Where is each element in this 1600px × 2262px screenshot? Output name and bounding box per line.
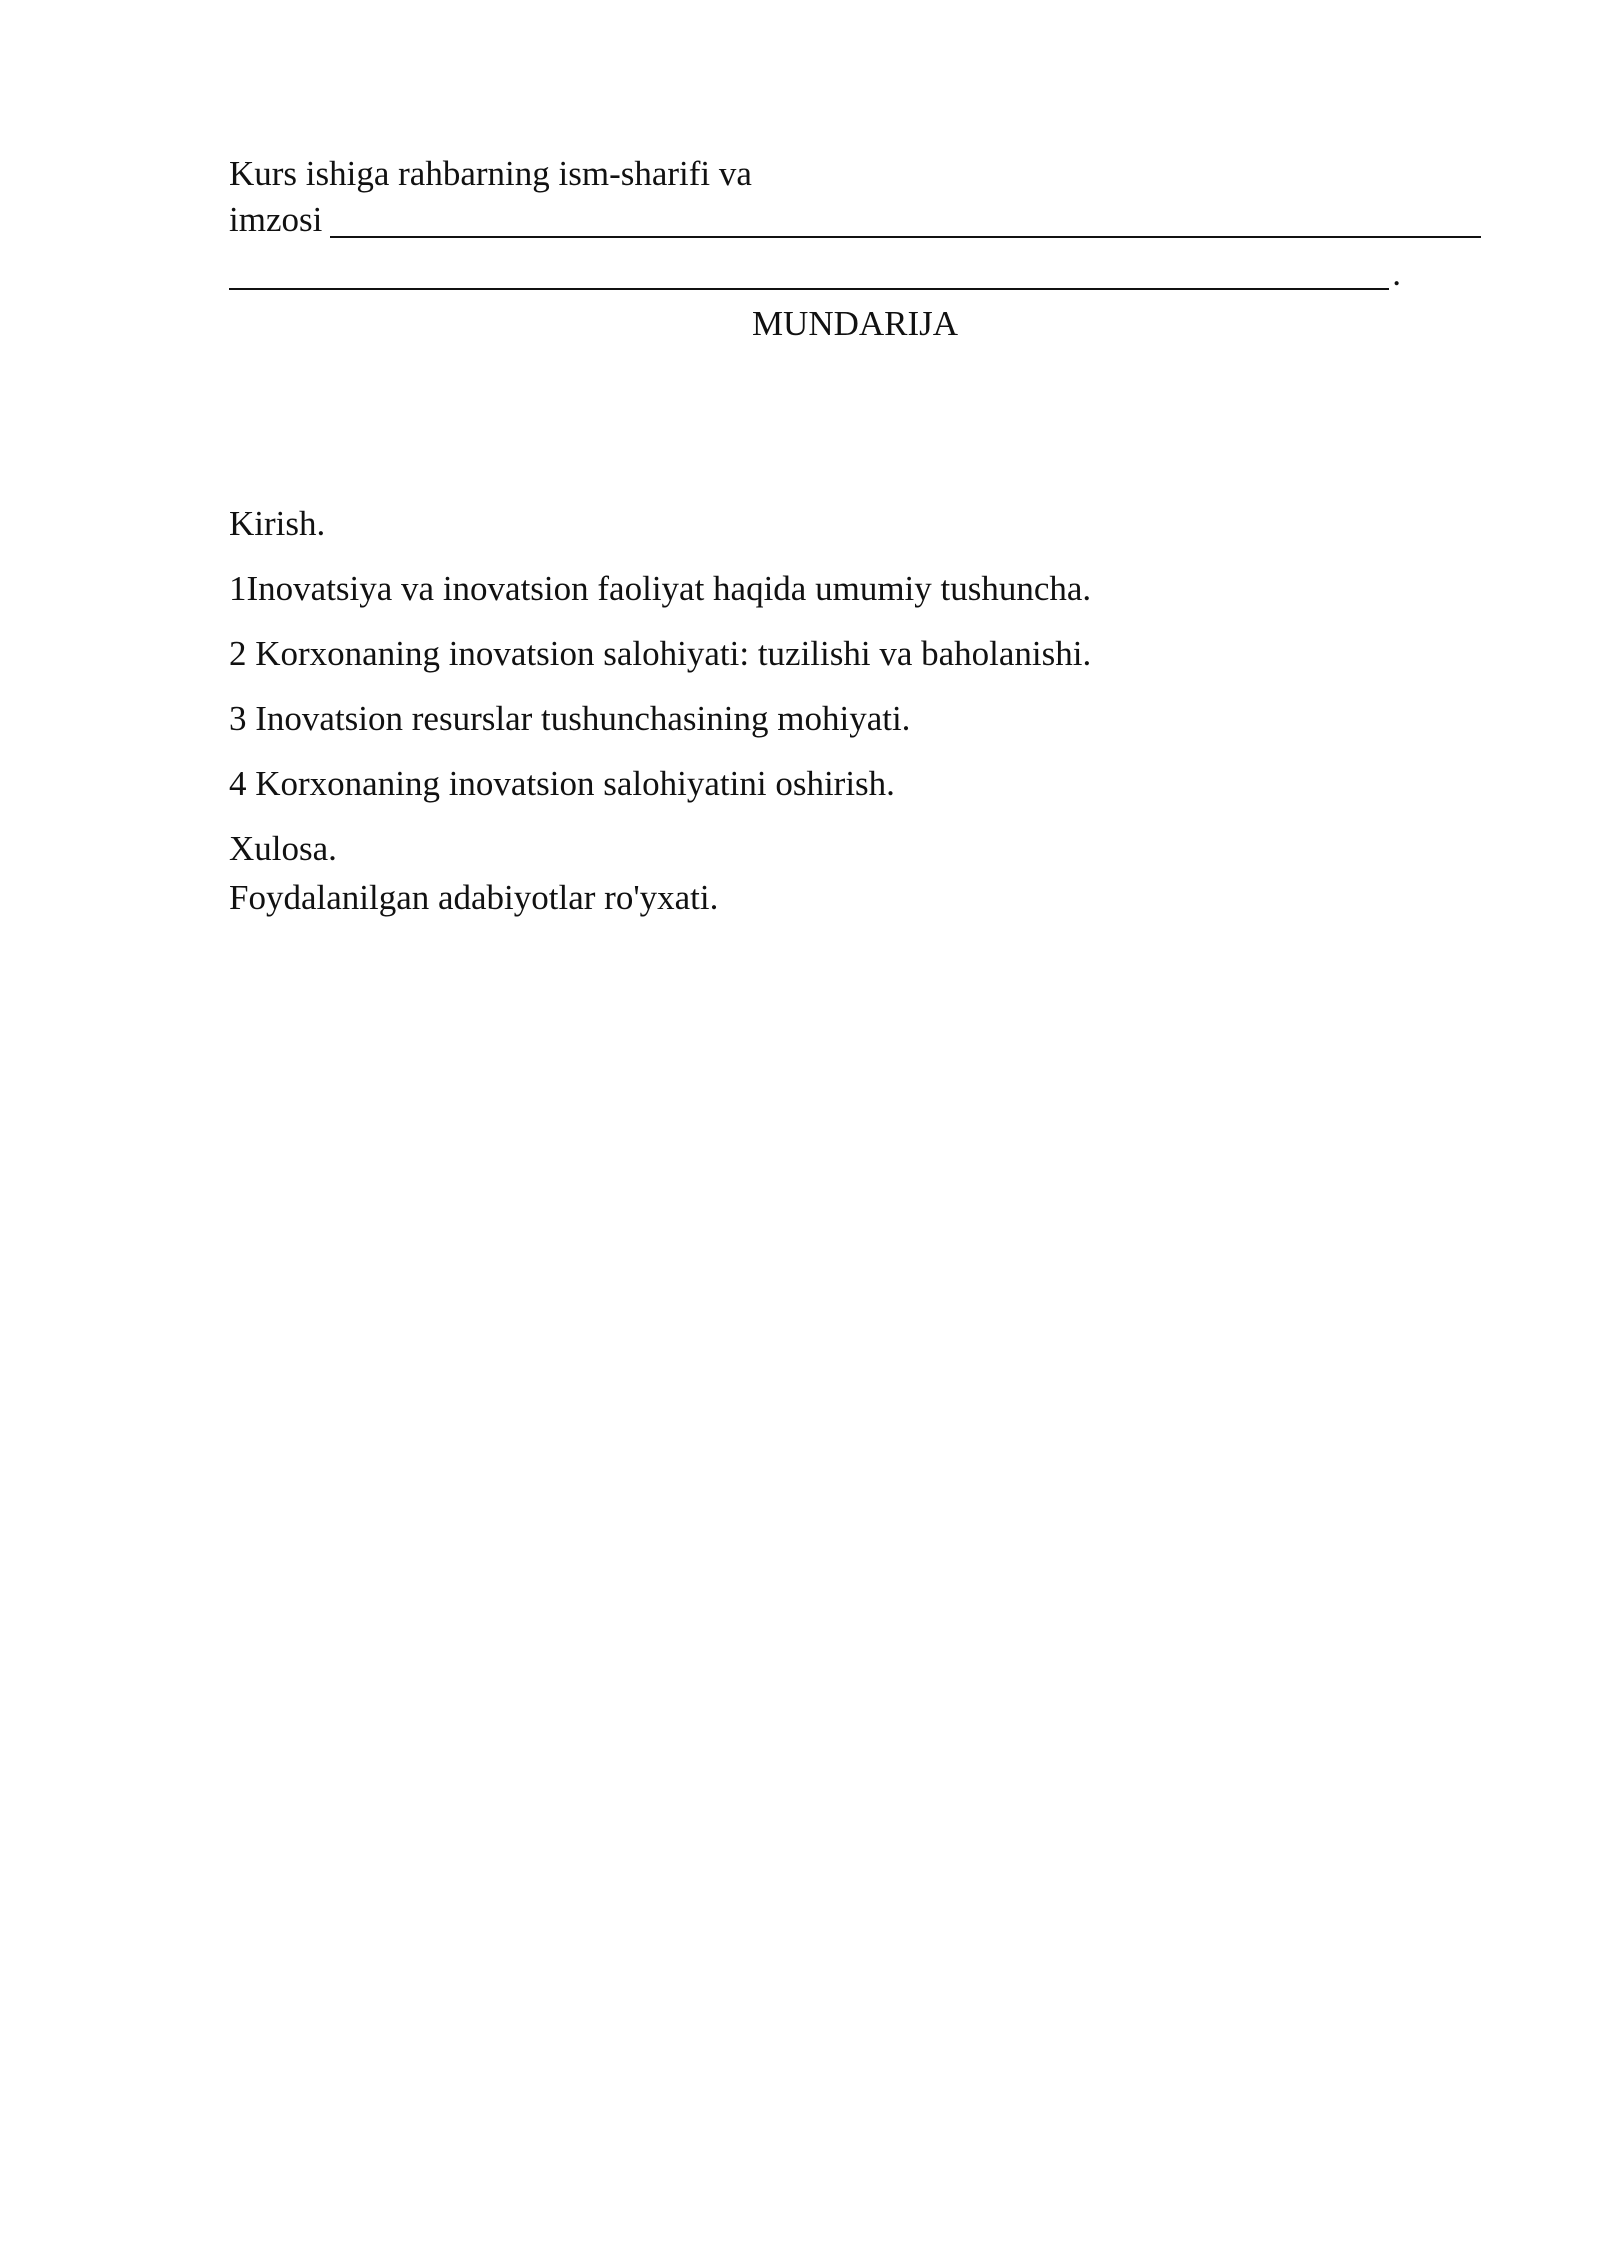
toc-item-chapter-4: 4 Korxonaning inovatsion salohiyatini oshirish. xyxy=(229,764,895,803)
signature-rule xyxy=(229,288,1389,290)
signature-line-2 xyxy=(229,250,1401,296)
toc-item-chapter-1: 1Inovatsiya va inovatsion faoliyat haqida umumiy tushuncha. xyxy=(229,569,1092,608)
page-title: MUNDARIJA xyxy=(751,304,959,343)
supervisor-label: Kurs ishiga rahbarning ism-sharifi va xyxy=(229,154,752,193)
toc-item-chapter-2: 2 Korxonaning inovatsion salohiyati: tuzilishi va baholanishi. xyxy=(229,634,1092,673)
signature-line-1 xyxy=(229,198,1481,244)
toc-item-chapter-3: 3 Inovatsion resurslar tushunchasining mohiyati. xyxy=(229,699,911,738)
signature-rule xyxy=(330,236,1481,238)
signature-end-mark: . xyxy=(1392,254,1401,293)
signature-label: imzosi xyxy=(229,200,323,239)
toc-item-conclusion: Xulosa. xyxy=(229,829,337,868)
toc-item-references: Foydalanilgan adabiyotlar ro'yxati. xyxy=(229,878,719,917)
toc-item-introduction: Kirish. xyxy=(229,504,326,543)
